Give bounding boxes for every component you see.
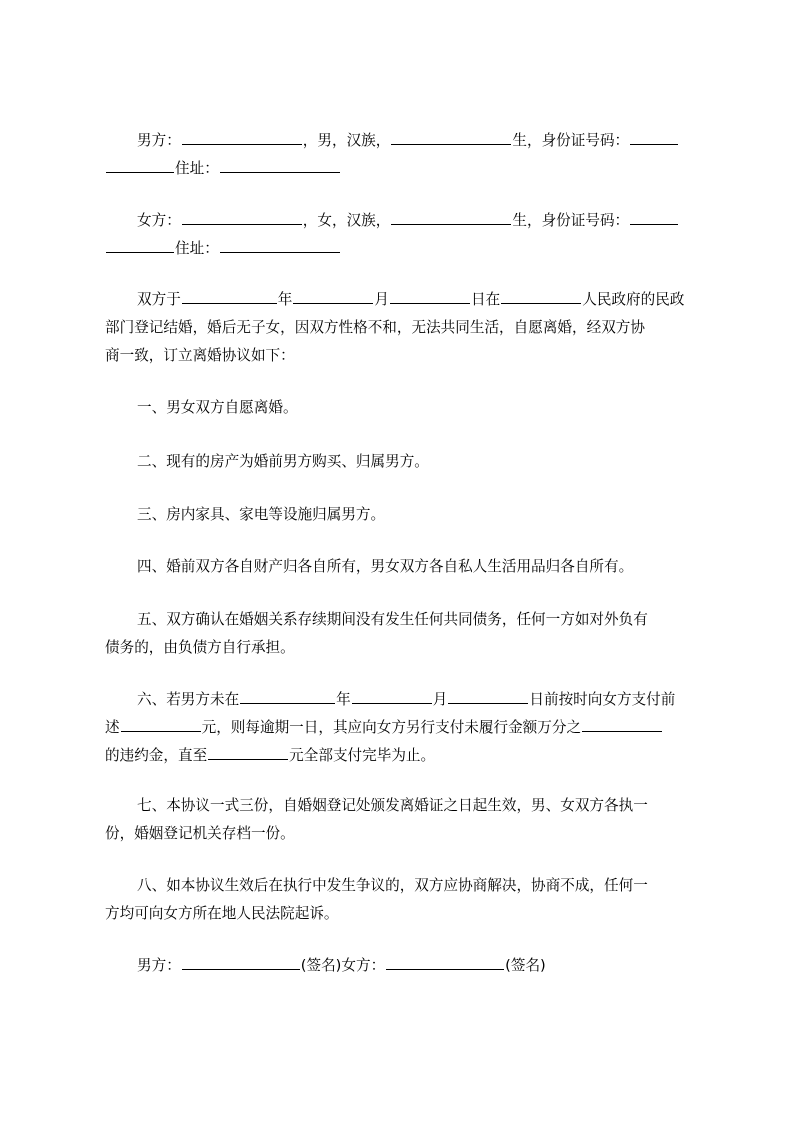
reg-day-blank[interactable] [390,286,470,304]
clause-8-line-2: 方均可向女方所在地人民法院起诉。 [105,905,339,922]
male-label: 男方： [137,132,181,149]
reg-year-blank[interactable] [182,286,277,304]
marriage-registration-paragraph [105,286,705,370]
reg-text-month: 月 [374,291,390,308]
clause-6-total-blank[interactable] [208,742,288,760]
clause-6-amount-blank[interactable] [121,714,201,732]
clause-5 [105,606,705,662]
signature-male-label: 男方： [137,957,181,974]
clause-8 [105,872,705,928]
male-address-label: 住址： [175,160,219,177]
female-id-blank-part2[interactable] [106,235,174,253]
clause-6-rate-blank[interactable] [582,714,662,732]
signature-female-sign-text: (签名) [505,957,546,974]
female-birth-blank[interactable] [391,207,511,225]
male-name-blank[interactable] [182,127,302,145]
clause-6-year-blank[interactable] [240,686,335,704]
clause-6-text-5: 述 [105,719,120,736]
reg-text-day: 日在 [471,291,501,308]
female-address-blank[interactable] [220,235,340,253]
reg-place-blank[interactable] [501,286,581,304]
clause-6-month-blank[interactable] [352,686,432,704]
clause-1 [105,394,705,422]
clause-6-day-blank[interactable] [448,686,528,704]
clause-6-text-1: 六、若男方未在 [137,691,240,708]
clause-6-text-month: 月 [432,691,448,708]
clause-5-line-1: 五、双方确认在婚姻关系存续期间没有发生任何共同债务，任何一方如对外负有 [137,611,648,628]
male-id-blank-part1[interactable] [630,127,678,145]
clause-8-line-1: 八、如本协议生效后在执行中发生争议的，双方应协商解决，协商不成，任何一 [137,877,648,894]
female-gender-text: ，女，汉族， [302,212,391,229]
clause-3-text: 三、房内家具、家电等设施归属男方。 [137,506,386,523]
clause-1-text: 一、男女双方自愿离婚。 [137,399,298,416]
male-id-blank-part2[interactable] [106,155,174,173]
female-info-paragraph [105,207,705,263]
signature-female-label: 女方： [341,957,386,974]
clause-6-text-6: 元，则每逾期一日，其应向女方另行支付未履行金额万分之 [201,719,582,736]
clause-5-line-2: 债务的，由负债方自行承担。 [105,639,295,656]
reg-text-5: 人民政府的民政 [582,291,685,308]
male-address-blank[interactable] [220,155,340,173]
reg-text-6: 部门登记结婚，婚后无子女，因双方性格不和，无法共同生活，自愿离婚，经双方协 [105,319,645,336]
male-birth-blank[interactable] [391,127,511,145]
signature-male-blank[interactable] [182,952,300,970]
clause-7 [105,792,705,848]
reg-month-blank[interactable] [293,286,373,304]
clause-7-line-1: 七、本协议一式三份，自婚姻登记处颁发离婚证之日起生效，男、女双方各执一 [137,797,648,814]
male-info-paragraph [105,127,705,183]
reg-text-7: 商一致，订立离婚协议如下： [105,347,295,364]
reg-text-year: 年 [277,291,293,308]
signature-line [105,952,705,980]
clause-6-text-year: 年 [336,691,351,708]
clause-6-text-7: 的违约金，直至 [105,747,208,764]
clause-4 [105,553,705,581]
clause-2 [105,448,705,476]
clause-7-line-2: 份，婚姻登记机关存档一份。 [105,825,295,842]
signature-male-sign-text: (签名) [300,957,342,974]
female-address-label: 住址： [175,240,219,257]
male-gender-text: ，男，汉族， [302,132,391,149]
reg-text-1: 双方于 [137,291,181,308]
female-birth-text: 生，身份证号码： [512,212,630,229]
clause-3 [105,501,705,529]
clause-6-text-8: 元全部支付完毕为止。 [289,747,436,764]
male-birth-text: 生，身份证号码： [512,132,630,149]
female-name-blank[interactable] [182,207,302,225]
female-label: 女方： [137,212,181,229]
signature-female-blank[interactable] [386,952,504,970]
clause-6-text-4: 日前按时向女方支付前 [529,691,676,708]
clause-2-text: 二、现有的房产为婚前男方购买、归属男方。 [137,453,429,470]
clause-4-text: 四、婚前双方各自财产归各自所有，男女双方各自私人生活用品归各自所有。 [137,558,634,575]
clause-6 [105,686,705,770]
female-id-blank-part1[interactable] [630,207,678,225]
